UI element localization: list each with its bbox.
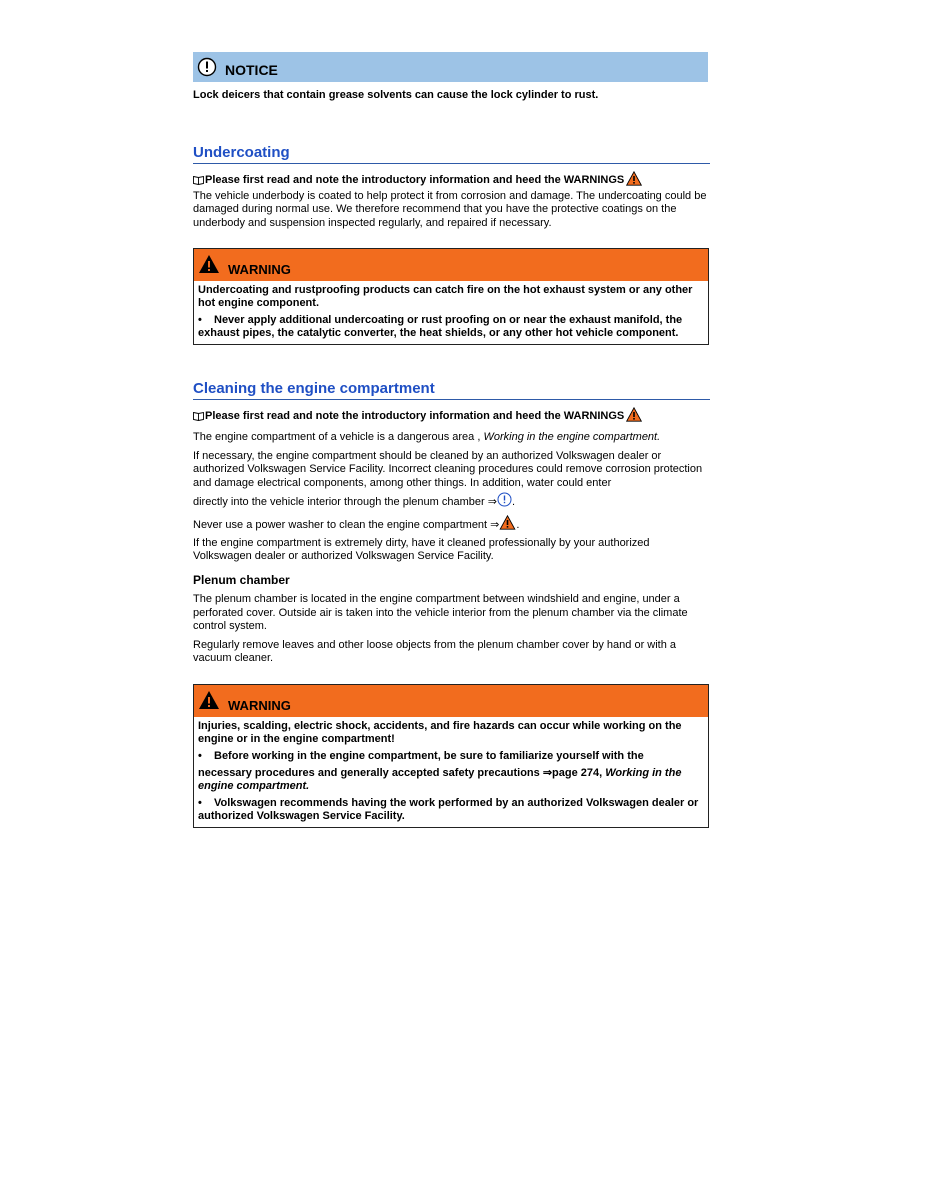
subheading-plenum-chamber: Plenum chamber <box>193 573 290 588</box>
first-read-note <box>193 410 710 422</box>
paragraph-text: The engine compartment of a vehicle is a dangerous area , <box>193 430 481 443</box>
paragraph-end: . <box>516 519 520 532</box>
notice-header <box>193 52 708 82</box>
warning-header <box>194 685 708 717</box>
warning-bullet <box>198 797 704 823</box>
engine-paragraph-5: The plenum chamber is located in the engine compartment between windshield and engine, under a perforated cover. Outside air is taken into the vehicle interior from the plenum chamber via the climate control system. <box>193 593 688 632</box>
warning-triangle-icon <box>198 254 220 274</box>
bullet-mark: • <box>198 796 202 809</box>
notice-text: Lock deicers that contain grease solvents can cause the lock cylinder to rust. <box>193 89 599 101</box>
book-icon <box>193 175 204 185</box>
engine-paragraph-1 <box>193 431 710 444</box>
engine-paragraph-2: If necessary, the engine compartment should be cleaned by an authorized Volkswagen dealer or authorized Volkswagen Service Facility. Incorrect cleaning procedures could remove corrosion protection and damage electrical components, among other things. In addition, water could enter <box>193 450 703 489</box>
book-icon <box>193 411 204 421</box>
bullet-mark: • <box>198 313 202 326</box>
warning-bullet <box>198 750 704 763</box>
warning-triangle-icon[interactable] <box>499 515 516 530</box>
warning-bullet-continued <box>198 767 704 793</box>
section-heading-undercoating: Undercoating <box>193 144 710 164</box>
manual-page <box>193 52 710 828</box>
undercoating-paragraph: The vehicle underbody is coated to help protect it from corrosion and damage. The undercoating could be damaged during normal use. We therefore recommend that you have the protective coatings on the underbody and suspension inspected regularly, and repaired if necessary. <box>193 190 707 229</box>
paragraph-end: . <box>511 496 515 509</box>
engine-paragraph-6: Regularly remove leaves and other loose objects from the plenum chamber cover by hand or with a vacuum cleaner. <box>193 639 677 665</box>
warning-header <box>194 249 708 281</box>
warning-bullet-text: Volkswagen recommends having the work performed by an authorized Volkswagen dealer or authorized Volkswagen Service Facility. <box>198 796 699 822</box>
warning-triangle-icon <box>626 407 642 422</box>
first-read-text: Please first read and note the introductory information and heed the WARNINGS <box>205 409 625 422</box>
warning-triangle-icon <box>626 171 642 186</box>
warning-bullet-text: Never apply additional undercoating or rust proofing on or near the exhaust manifold, the exhaust pipes, the catalytic converter, the heat shields, or any other hot vehicle component. <box>198 313 683 339</box>
paragraph-text: Never use a power washer to clean the engine compartment ⇒ <box>193 519 500 532</box>
engine-paragraph-3 <box>193 515 710 532</box>
warning-title: WARNING <box>228 261 291 277</box>
first-read-note <box>193 174 710 186</box>
warning-box-engine <box>193 684 709 828</box>
engine-paragraph-4: If the engine compartment is extremely dirty, have it cleaned professionally by your authorized Volkswagen dealer or authorized Volkswagen Service Facility. <box>193 536 650 562</box>
notice-icon[interactable] <box>497 492 512 507</box>
engine-paragraph-2b <box>193 492 710 509</box>
bullet-mark: • <box>198 749 202 762</box>
warning-lead: Undercoating and rustproofing products can catch fire on the hot exhaust system or any other hot engine component. <box>198 283 693 309</box>
paragraph-text: directly into the vehicle interior through the plenum chamber ⇒ <box>193 496 497 509</box>
warning-box-undercoating <box>193 248 709 345</box>
warning-bullet <box>198 314 704 340</box>
warning-lead: Injuries, scalding, electric shock, accidents, and fire hazards can occur while working on the engine or in the engine compartment! <box>198 719 682 745</box>
warning-bullet-text: necessary procedures and generally accepted safety precautions ⇒page 274, <box>198 766 603 779</box>
notice-title: NOTICE <box>225 62 278 78</box>
cross-reference-link[interactable]: Working in the engine compartment. <box>483 430 661 443</box>
section-heading-engine: Cleaning the engine compartment <box>193 380 710 400</box>
warning-title: WARNING <box>228 697 291 713</box>
cross-reference-link[interactable]: Working in the engine compartment. <box>198 766 682 792</box>
warning-triangle-icon <box>198 690 220 710</box>
warning-bullet-text: Before working in the engine compartment, be sure to familiarize yourself with the <box>214 749 644 762</box>
first-read-text: Please first read and note the introductory information and heed the WARNINGS <box>205 174 625 186</box>
warning-body <box>194 720 708 827</box>
notice-icon <box>197 57 217 77</box>
warning-body <box>194 284 708 344</box>
